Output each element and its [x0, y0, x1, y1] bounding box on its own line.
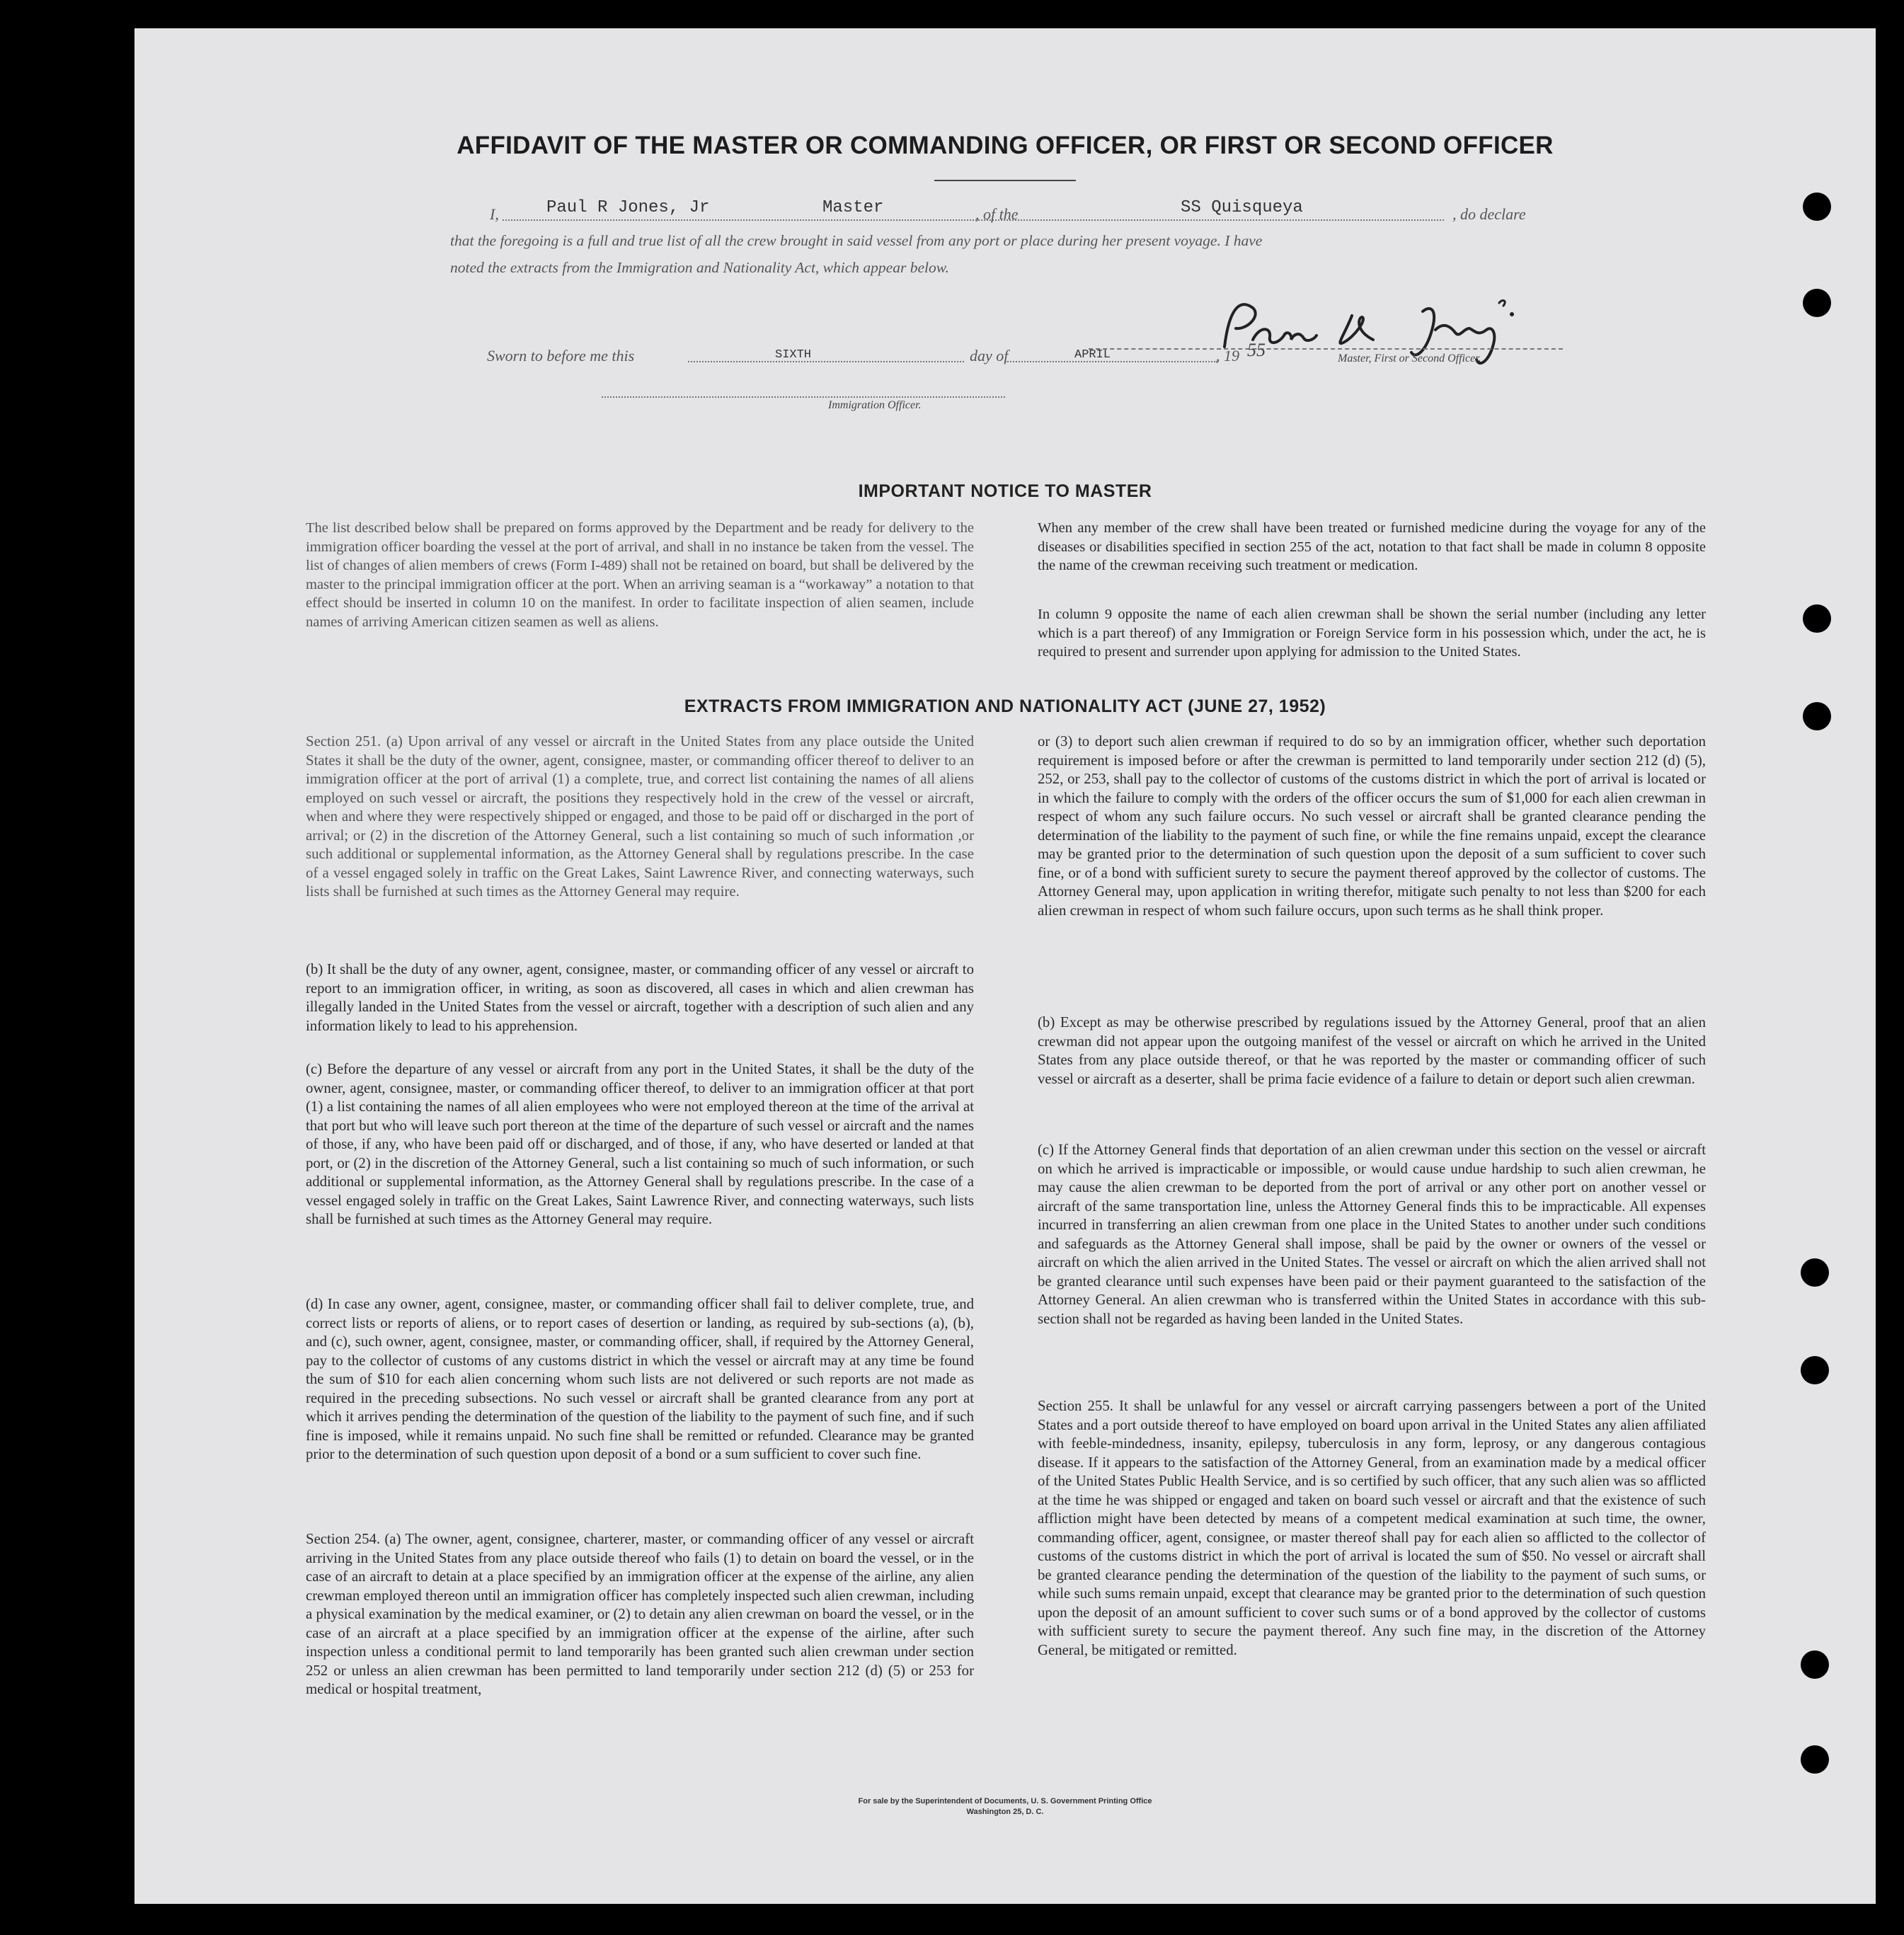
section-251-a: Section 251. (a) Upon arrival of any vessel or aircraft in the United States from any place outside the United States it shall be the duty of the owner, agent, consignee, master, or commanding officer thereof to deliver to an immigration officer at the port of arrival (1) a complete, true, and correct list containing the names of all aliens employed on such vessel or aircraft, the positions they respectively hold in the crew of the vessel or aircraft, when and where they were respectively shipped or engaged, and those to be paid off or discharged in the port of arrival; or (2) in the discretion of the Attorney General, such a list containing so much of such information ,or such additional or supplemental information, as the Attorney General shall by regulations prescribe. In the case of a vessel engaged solely in traffic on the Great Lakes, Saint Lawrence River, and connecting waterways, such lists shall be furnished at such times as the Attorney General may require. [306, 733, 974, 900]
section-254-a: Section 254. (a) The owner, agent, consignee, charterer, master, or commanding officer of any vessel or aircraft arriving in the United States from any place outside thereof who fails (1) to detain on board the vessel, or in the case of an aircraft to detain at a place specified by an immigration officer at the expense of the airline, any alien crewman employed thereon until an immigration officer has completely inspected such alien crewman, including a physical examination by the medical examiner, or (2) to detain any alien crewman on board the vessel, or in the case of an aircraft at a place specified by an immigration officer at the expense of the airline, after such inspection unless a conditional permit to land temporarily has been granted such alien crewman under section 252 or unless an alien crewman has been permitted to land temporarily under section 212 (d) (5) or 253 for medical or hospital treatment, [306, 1531, 974, 1697]
title-rule [934, 180, 1076, 181]
declaration-line-2: that the foregoing is a full and true list of all the crew brought in said vessel from any port or place during her present voyage. I have [450, 232, 1263, 249]
immigration-officer-line [602, 396, 1005, 398]
year-prefix: , 19 [1216, 347, 1239, 364]
of-the-label: , of the [975, 205, 1019, 223]
declaration-prefix: I, [490, 205, 499, 223]
typed-officer-name: Paul R Jones, Jr [546, 198, 710, 217]
sworn-day-value: SIXTH [775, 348, 812, 362]
footer-line-2: Washington 25, D. C. [966, 1808, 1044, 1816]
sworn-day-line [688, 361, 964, 362]
section-251-b: (b) It shall be the duty of any owner, agent, consignee, master, or commanding officer of any vessel or aircraft to report to an immigration officer, in writing, as soon as discovered, all cases in which and alien crewman has illegally landed in the United States from the vessel or aircraft, together with a description of such alien and any information likely to lead to his apprehension. [306, 961, 974, 1034]
signature-caption: Master, First or Second Officer. [1338, 352, 1481, 364]
section-255: Section 255. It shall be unlawful for any vessel or aircraft carrying passengers between a port of the United States and a port outside thereof to have employed on board upon arrival in the United States any alien affiliated with feeble-mindedness, insanity, epilepsy, tuberculosis in any form, leprosy, or any dangerous contagious disease. If it appears to the satisfaction of the Attorney General, from an examination made by a medical officer of the United States Public Health Service, and is so certified by such officer, that any such alien was so afflicted at the time he was shipped or engaged and taken on board such vessel or aircraft and that the existence of such affliction might have been detected by means of a competent medical examination at such time, the owner, commanding officer, agent, consignee, or master thereof shall pay for each alien so afflicted to the collector of customs of the customs district in which the port of arrival is located the sum of $50. No vessel or aircraft shall be granted clearance pending the determination of the question of the liability to the payment of such sums, or while such sums remain unpaid, except that clearance may be granted prior to the determination of such question upon the deposit of an amount sufficient to cover such sums or of a bond approved by the collector of customs with sufficient surety to secure the payment thereof. Any such fine may, in the discretion of the Attorney General, be mitigated or remitted. [1038, 1398, 1706, 1658]
handwritten-signature [1210, 269, 1649, 382]
punch-hole [1801, 1745, 1829, 1774]
notice-right-paragraph-1: When any member of the crew shall have been treated or furnished medicine during the voyage for any of the diseases or disabilities specified in section 255 of the act, notation to that fact shall be made in column 8 opposite the name of the crewman receiving such treatment or medication. [1038, 520, 1706, 573]
footer-line-1: For sale by the Superintendent of Documents, U. S. Government Printing Office [858, 1797, 1152, 1805]
typed-officer-role: Master [822, 198, 884, 217]
sworn-prefix: Sworn to before me this [487, 347, 635, 364]
notice-right-paragraph-2: In column 9 opposite the name of each alien crewman shall be shown the serial number (including any letter which is a part thereof) of any Immigration or Foreign Service form in his possession which, under the act, he is required to present and surrender upon applying for admission to the United States. [1038, 607, 1706, 660]
section-251-d: (d) In case any owner, agent, consignee, master, or commanding officer shall fail to deliver complete, true, and correct lists or reports of aliens, or to report cases of desertion or landing, as required by sub-sections (a), (b), and (c), such owner, agent, consignee, master, or commanding officer, shall, if required by the Attorney General, pay to the collector of customs of any customs district in which the vessel or aircraft may at any time be found the sum of $10 for each alien concerning whom such lists are not delivered or such reports are not made as required in the preceding subsections. No such vessel or aircraft shall be granted clearance from any port at which it arrives pending the determination of the question of the liability to the payment of such fine, and if such fine is imposed, while it remains unpaid. No such fine shall be remitted or refunded. Clearance may be granted prior to the determination of such question upon deposit of a bond or a sum sufficient to cover such fine. [306, 1296, 974, 1462]
punch-hole [1803, 604, 1831, 633]
vessel-line [1055, 219, 1444, 221]
section-254-a-continued: or (3) to deport such alien crewman if required to do so by an immigration officer, whether such deportation requirement is imposed before or after the crewman is permitted to land temporarily under section 212 (d) (5), 252, or 253, shall pay to the collector of customs of the customs district in which the port of arrival is located or in which the failure to comply with the orders of the officer occurs the sum of $1,000 for each alien crewman in respect of whom any such failure occurs. No such vessel or aircraft shall be granted clearance pending the determination of the liability to the payment of such fine, or while the fine remains unpaid, except the clearance may be granted prior to the determination of such question upon the deposit of a sum sufficient to cover such fine, or of a bond with sufficient surety to secure the payment thereof approved by the collector of customs. The Attorney General may, upon application in writing therefor, mitigate such penalty to not less than $200 for each alien crewman in respect of whom such failure occurs, upon such terms as he shall think proper. [1038, 733, 1706, 919]
typed-vessel-name: SS Quisqueya [1181, 198, 1303, 217]
footer [134, 1796, 1876, 1818]
notice-heading: IMPORTANT NOTICE TO MASTER [858, 481, 1152, 501]
notice-left-paragraph: The list described below shall be prepared on forms approved by the Department and be ready for delivery to the immigration officer boarding the vessel at the port of arrival, and shall in no instance be taken from the vessel. The list of changes of alien members of crews (Form I-489) shall not be retained on board, but shall be delivered by the master to the principal immigration officer at the port. When an arriving seaman is a “workaway” a notation to that effect should be inserted in column 10 on the manifest. In order to facilitate inspection of alien seamen, include names of arriving American citizen seamen as well as aliens. [306, 520, 974, 630]
sworn-month-value: APRIL [1074, 348, 1111, 362]
extracts-heading: EXTRACTS FROM IMMIGRATION AND NATIONALITY ACT (JUNE 27, 1952) [684, 696, 1326, 716]
sworn-year-value: 55 [1247, 340, 1266, 360]
declaration-line-3: noted the extracts from the Immigration and Nationality Act, which appear below. [450, 259, 949, 276]
form-title: AFFIDAVIT OF THE MASTER OR COMMANDING OFFICER, OR FIRST OR SECOND OFFICER [457, 132, 1554, 159]
punch-hole [1803, 289, 1831, 317]
document-sheet [134, 28, 1876, 1904]
sworn-month-line [1005, 361, 1217, 362]
do-declare-label: , do declare [1452, 205, 1526, 223]
punch-hole [1801, 1258, 1829, 1287]
section-254-b: (b) Except as may be otherwise prescribed by regulations issued by the Attorney General, proof that an alien crewman did not appear upon the outgoing manifest of the vessel or aircraft on which he arrived in the United States from any place outside thereof, or that he was reported by the master or commanding officer of such vessel or aircraft as a deserter, shall be prima facie evidence of a failure to detain or deport such alien crewman. [1038, 1014, 1706, 1087]
immigration-officer-caption: Immigration Officer. [828, 399, 922, 411]
section-251-c: (c) Before the departure of any vessel or aircraft from any port in the United States, it shall be the duty of the owner, agent, consignee, master, or commanding officer thereof, to deliver to an immigration officer at that port (1) a list containing the names of all alien employees who were not employed thereon at the time of the arrival at that port but who will leave such port thereon at the time of the departure of such vessel or aircraft and the names of those, if any, who have been paid off or discharged, and of those, if any, who have deserted or landed at that port, or (2) in the discretion of the Attorney General, such a list containing so much of such information, or such additional or supplemental information, as the Attorney General shall by regulations prescribe. In the case of a vessel engaged solely in traffic on the Great Lakes, Saint Lawrence River, and connecting waterways, such lists shall be furnished at such times as the Attorney General may require. [306, 1061, 974, 1227]
punch-hole [1803, 193, 1831, 221]
punch-hole [1801, 1650, 1829, 1679]
signature-line [1089, 348, 1563, 350]
punch-hole [1801, 1356, 1829, 1384]
section-254-c: (c) If the Attorney General finds that deportation of an alien crewman under this section on the vessel or aircraft on which he arrived is impracticable or impossible, or would cause undue hardship to such alien crewman, he may cause the alien crewman to be deported from the port of arrival or any other port on another vessel or aircraft of the same transportation line, unless the Attorney General finds this to be impracticable. All expenses incurred in transferring an alien crewman from one place in the United States to another under such conditions and safeguards as the Attorney General shall impose, shall be paid by the owner or owners of the vessel or aircraft on which the alien arrived in the United States. The vessel or aircraft on which the alien arrived shall not be granted clearance until such expenses have been paid or their payment guaranteed to the satisfaction of the Attorney General. An alien crewman who is transferred within the United States in accordance with this sub-section shall not be regarded as having been landed in the United States. [1038, 1142, 1706, 1327]
day-of-label: day of [970, 347, 1009, 364]
